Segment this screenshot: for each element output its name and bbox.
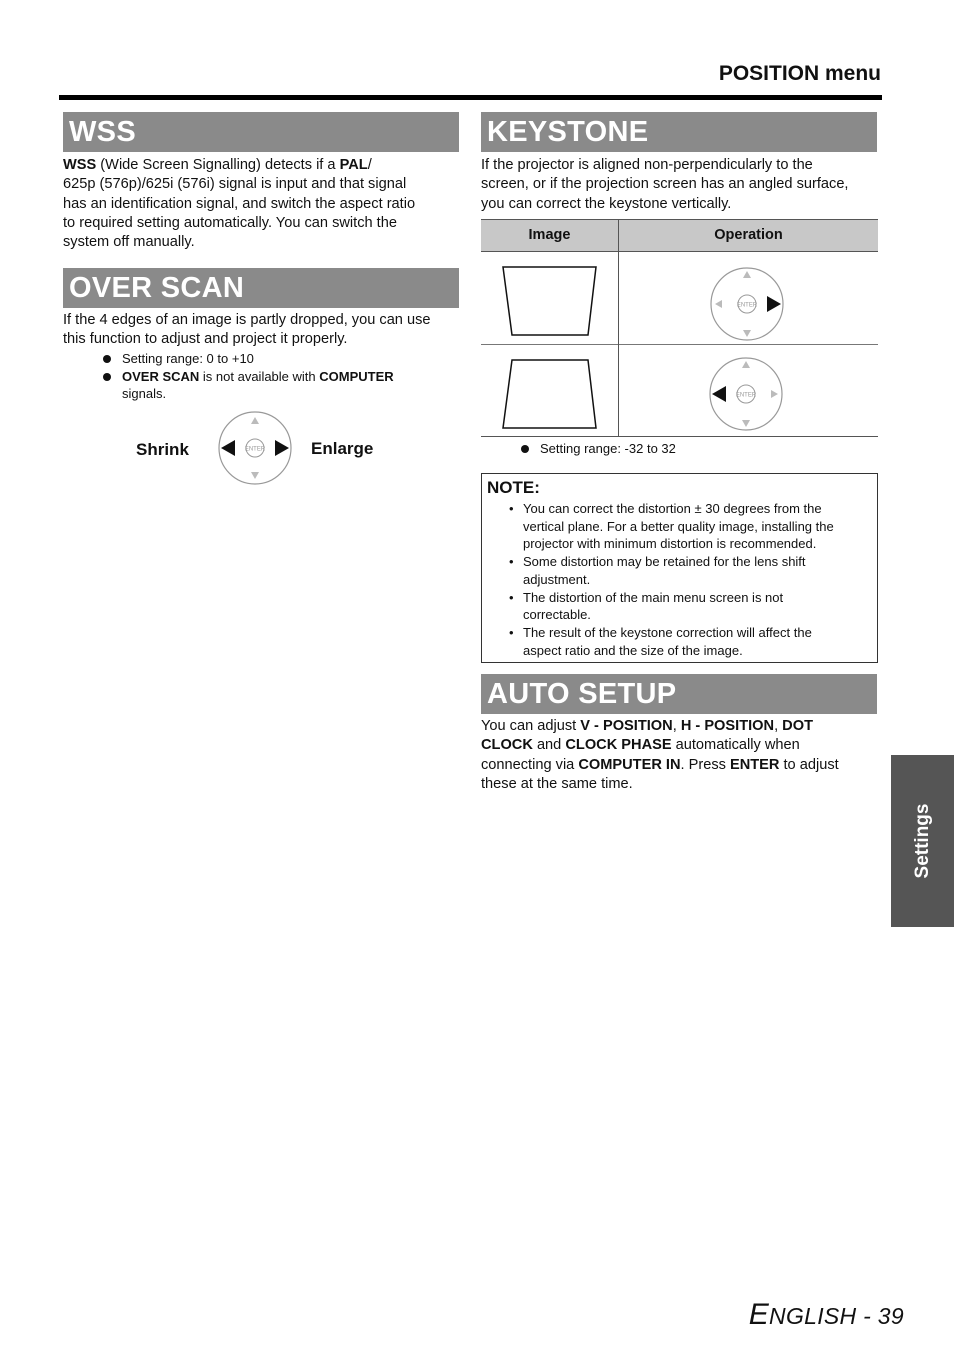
bullet-text: signals. [122, 386, 167, 401]
wss-text: to required setting automatically. You can switch the [63, 214, 397, 231]
bullet-text: Setting range: -32 to 32 [540, 441, 676, 456]
arrow-pad-right-icon [709, 266, 785, 342]
autosetup-term: H - POSITION [680, 718, 775, 734]
bullet-icon: • [509, 589, 514, 605]
note-text: projector with minimum distortion is recommended. [523, 536, 817, 552]
col-header-image: Image [481, 219, 618, 251]
pal-term: PAL [339, 157, 368, 173]
autosetup-text: and [532, 737, 566, 754]
note-list [506, 500, 872, 659]
wss-text: system off manually. [63, 234, 195, 251]
overscan-heading: OVER SCAN [63, 268, 459, 308]
autosetup-text: automatically when [671, 737, 800, 754]
note-text: adjustment. [523, 571, 591, 587]
overscan-bullets [102, 350, 462, 403]
autosetup-text: , [774, 718, 783, 734]
footer-text: NGLISH - 39 [769, 1303, 904, 1329]
table-grid [481, 344, 878, 345]
autosetup-text: , [672, 718, 681, 734]
autosetup-term: DOT [782, 718, 813, 734]
enter-label: ENTER [735, 392, 757, 399]
bullet-icon [103, 373, 111, 381]
table-grid [481, 436, 878, 437]
note-text: The result of the keystone correction will affect the [523, 624, 812, 640]
note-text: vertical plane. For a better quality image, installing the [523, 518, 834, 534]
autosetup-term: V - POSITION [580, 718, 673, 734]
overscan-text: If the 4 edges of an image is partly dropped, you can use [63, 312, 431, 328]
note-text: The distortion of the main menu screen is not [523, 589, 784, 605]
wss-paragraph [63, 156, 463, 252]
bullet-icon: • [509, 554, 514, 570]
wss-term: WSS [63, 157, 97, 173]
keystone-image-bottom-wide [500, 357, 600, 431]
autosetup-text: connecting via [481, 756, 579, 773]
keystone-text: If the projector is aligned non-perpendicularly to the [481, 157, 813, 173]
arrow-pad-left-right-icon [217, 410, 293, 486]
note-title: NOTE: [487, 478, 540, 497]
settings-side-tab [891, 755, 954, 927]
keystone-heading: KEYSTONE [481, 112, 877, 152]
wss-text: (Wide Screen Signalling) detects if a [96, 157, 340, 173]
arrow-pad-left-icon [708, 356, 784, 432]
shrink-label: Shrink [136, 440, 189, 459]
autosetup-term: COMPUTER IN [578, 756, 681, 773]
note-text: You can correct the distortion ± 30 degrees from the [523, 501, 822, 516]
autosetup-term: CLOCK PHASE [565, 737, 672, 754]
enter-label: ENTER [736, 302, 758, 309]
autosetup-text: these at the same time. [481, 775, 633, 792]
autosetup-text: You can adjust [481, 718, 581, 734]
keystone-image-top-wide [500, 264, 600, 338]
header-rule [59, 95, 882, 100]
keystone-paragraph [481, 156, 881, 214]
bullet-icon [103, 355, 111, 363]
list-item [506, 624, 872, 659]
bullet-text: OVER SCAN [122, 368, 200, 384]
footer-initial: E [748, 1298, 770, 1331]
note-text: aspect ratio and the size of the image. [523, 642, 743, 658]
autosetup-heading: AUTO SETUP [481, 674, 877, 714]
section-title: POSITION menu [718, 62, 881, 85]
autosetup-text: to adjust [779, 756, 839, 773]
autosetup-term: CLOCK [481, 737, 533, 754]
bullet-icon [521, 445, 529, 453]
list-item [102, 368, 462, 403]
bullet-text: COMPUTER [319, 368, 394, 384]
bullet-icon: • [509, 501, 514, 516]
table-grid [481, 219, 878, 220]
wss-text: / [367, 157, 372, 173]
bullet-text: is not available with [199, 368, 320, 384]
list-item [506, 589, 872, 624]
page-footer [749, 1298, 904, 1332]
wss-text: 625p (576p)/625i (576i) signal is input and that signal [63, 176, 407, 193]
list-item [506, 500, 872, 553]
wss-text: has an identification signal, and switch the aspect ratio [63, 195, 416, 212]
note-text: correctable. [523, 607, 591, 623]
side-tab-label: Settings [911, 803, 933, 879]
overscan-text: this function to adjust and project it properly. [63, 331, 348, 348]
list-item [506, 553, 872, 588]
table-grid [618, 219, 619, 437]
wss-heading: WSS [63, 112, 459, 152]
keystone-text: screen, or if the projection screen has an angled surface, [481, 176, 849, 193]
enlarge-label: Enlarge [311, 439, 374, 458]
table-grid [481, 251, 878, 252]
bullet-text: Setting range: 0 to +10 [122, 351, 254, 366]
overscan-paragraph [63, 311, 463, 350]
keystone-text: you can correct the keystone vertically. [481, 195, 732, 212]
list-item [102, 350, 462, 368]
keystone-bullets [520, 440, 880, 458]
col-header-operation: Operation [619, 219, 878, 251]
bullet-icon: • [509, 624, 514, 640]
enter-label: ENTER [244, 446, 266, 453]
autosetup-paragraph [481, 717, 881, 794]
autosetup-text: . Press [680, 756, 730, 773]
note-box [481, 473, 878, 663]
note-text: Some distortion may be retained for the lens shift [523, 554, 806, 570]
list-item [520, 440, 880, 458]
autosetup-term: ENTER [729, 756, 780, 773]
